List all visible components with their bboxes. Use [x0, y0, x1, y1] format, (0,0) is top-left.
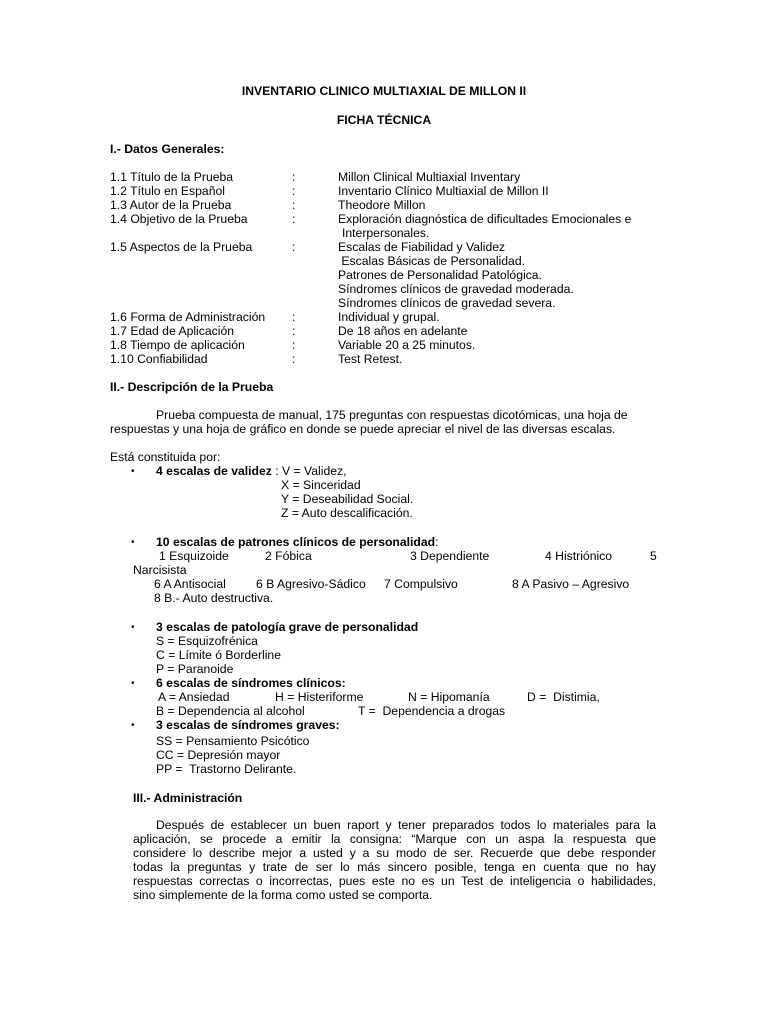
- pattern-item: 2 Fóbica: [265, 549, 312, 563]
- row-colon: :: [292, 324, 296, 338]
- row-label: 1.1 Título de la Prueba: [110, 170, 234, 184]
- administration-line: todas la preguntas y trate de ser lo más sincero posible, tenga en cuenta que no hay: [133, 860, 656, 874]
- severe-item: PP = Trastorno Delirante.: [156, 762, 297, 776]
- row-value: Síndromes clínicos de gravedad moderada.: [338, 282, 574, 296]
- row-value: Escalas de Fiabilidad y Validez: [338, 240, 506, 254]
- row-value: Síndromes clínicos de gravedad severa.: [338, 296, 556, 310]
- pattern-item: 8 A Pasivo – Agresivo: [512, 577, 630, 591]
- row-value: Variable 20 a 25 minutos.: [338, 338, 476, 352]
- description-line: respuestas y una hoja de gráfico en donde se puede apreciar el nivel de las diversas escalas.: [110, 422, 616, 436]
- pathology-item: C = Límite ó Borderline: [156, 648, 281, 662]
- syndrome-item: D = Distimia,: [527, 690, 600, 704]
- row-colon: :: [292, 310, 296, 324]
- syndrome-item: T = Dependencia a drogas: [358, 704, 506, 718]
- document-title: INVENTARIO CLINICO MULTIAXIAL DE MILLON II: [241, 84, 527, 98]
- row-value: De 18 años en adelante: [338, 324, 468, 338]
- row-colon: :: [292, 240, 296, 254]
- bullet-icon: •: [131, 466, 135, 477]
- row-label: 1.5 Aspectos de la Prueba: [110, 240, 253, 254]
- document-subtitle: FICHA TÉCNICA: [336, 113, 432, 127]
- syndromes-label: 6 escalas de síndromes clínicos:: [156, 676, 346, 690]
- pattern-item: 3 Dependiente: [410, 549, 490, 563]
- pathology-item: P = Paranoide: [156, 662, 234, 676]
- patterns-label: 10 escalas de patrones clínicos de personalidad: [156, 535, 436, 549]
- administration-line: considere lo describe mejor a usted y a su modo de ser. Recuerde que debe responder: [133, 846, 656, 860]
- validity-first: : V = Validez,: [271, 464, 347, 478]
- section-2-heading: II.- Descripción de la Prueba: [110, 380, 274, 394]
- row-colon: :: [292, 212, 296, 226]
- section-1-heading: I.- Datos Generales:: [110, 142, 225, 156]
- pattern-item: 6 B Agresivo-Sádico: [256, 577, 366, 591]
- pattern-item: 5: [650, 549, 657, 563]
- row-label: 1.4 Objetivo de la Prueba: [110, 212, 248, 226]
- pattern-item: 4 Histriónico: [545, 549, 613, 563]
- row-value: Patrones de Personalidad Patológica.: [338, 268, 542, 282]
- bullet-icon: •: [131, 622, 135, 633]
- row-colon: :: [292, 198, 296, 212]
- row-value: Millon Clinical Multiaxial Inventary: [338, 170, 521, 184]
- constituted-label: Está constituida por:: [110, 450, 221, 464]
- row-value: Escalas Básicas de Personalidad.: [338, 254, 525, 268]
- row-value: Individual y grupal.: [338, 310, 440, 324]
- patterns-heading: [156, 535, 438, 549]
- row-colon: :: [292, 352, 296, 366]
- severe-item: SS = Pensamiento Psicótico: [156, 734, 310, 748]
- row-label: 1.2 Título en Español: [110, 184, 225, 198]
- pattern-item: 8 B.- Auto destructiva.: [154, 591, 274, 605]
- administration-line: aplicación, se procede a emitir la consigna: “Marque con un aspa la respuesta que: [133, 832, 656, 846]
- section-3-heading: III.- Administración: [133, 791, 243, 805]
- row-colon: :: [292, 170, 296, 184]
- pattern-item: 7 Compulsivo: [384, 577, 458, 591]
- syndrome-item: N = Hipomanía: [408, 690, 490, 704]
- row-value: Exploración diagnóstica de dificultades Emocionales e: [338, 212, 632, 226]
- syndrome-item: B = Dependencia al alcohol: [156, 704, 305, 718]
- severe-label: 3 escalas de síndromes graves:: [156, 718, 340, 732]
- validity-item: Z = Auto descalificación.: [281, 506, 413, 520]
- administration-line: Después de establecer un buen raport y tener preparados todos lo materiales para la: [156, 818, 656, 832]
- row-value-continued: Interpersonales.: [342, 226, 430, 240]
- administration-line: respuestas correctas o incorrectas, pues este no es un Test de inteligencia o habilidades,: [133, 874, 656, 888]
- pathology-label: 3 escalas de patología grave de personalidad: [156, 620, 419, 634]
- validity-item: Y = Deseabilidad Social.: [281, 492, 414, 506]
- validity-label: 4 escalas de validez: [156, 464, 272, 478]
- row-value: Inventario Clínico Multiaxial de Millon II: [338, 184, 549, 198]
- pattern-item: 1 Esquizoide: [159, 549, 229, 563]
- severe-item: CC = Depresión mayor: [156, 748, 281, 762]
- row-label: 1.3 Autor de la Prueba: [110, 198, 232, 212]
- patterns-suffix: :: [435, 535, 439, 549]
- administration-line: sino simplemente de la forma como usted se comporta.: [133, 888, 433, 902]
- row-label: 1.6 Forma de Administración: [110, 310, 266, 324]
- bullet-icon: •: [131, 537, 135, 548]
- pattern-item: Narcisista: [133, 563, 187, 577]
- description-line: Prueba compuesta de manual, 175 preguntas con respuestas dicotómicas, una hoja de: [156, 408, 628, 422]
- bullet-icon: •: [131, 678, 135, 689]
- row-colon: :: [292, 184, 296, 198]
- pattern-item: 6 A Antisocial: [154, 577, 226, 591]
- validity-item: X = Sinceridad: [281, 478, 361, 492]
- row-label: 1.10 Confiabilidad: [110, 352, 208, 366]
- row-colon: :: [292, 338, 296, 352]
- pathology-item: S = Esquizofrénica: [156, 634, 258, 648]
- row-value: Theodore Millon: [338, 198, 426, 212]
- syndrome-item: A = Ansiedad: [158, 690, 230, 704]
- validity-scales: [156, 464, 347, 478]
- row-value: Test Retest.: [338, 352, 403, 366]
- syndrome-item: H = Histeriforme: [275, 690, 364, 704]
- row-label: 1.8 Tiempo de aplicación: [110, 338, 245, 352]
- row-label: 1.7 Edad de Aplicación: [110, 324, 234, 338]
- bullet-icon: •: [131, 720, 135, 731]
